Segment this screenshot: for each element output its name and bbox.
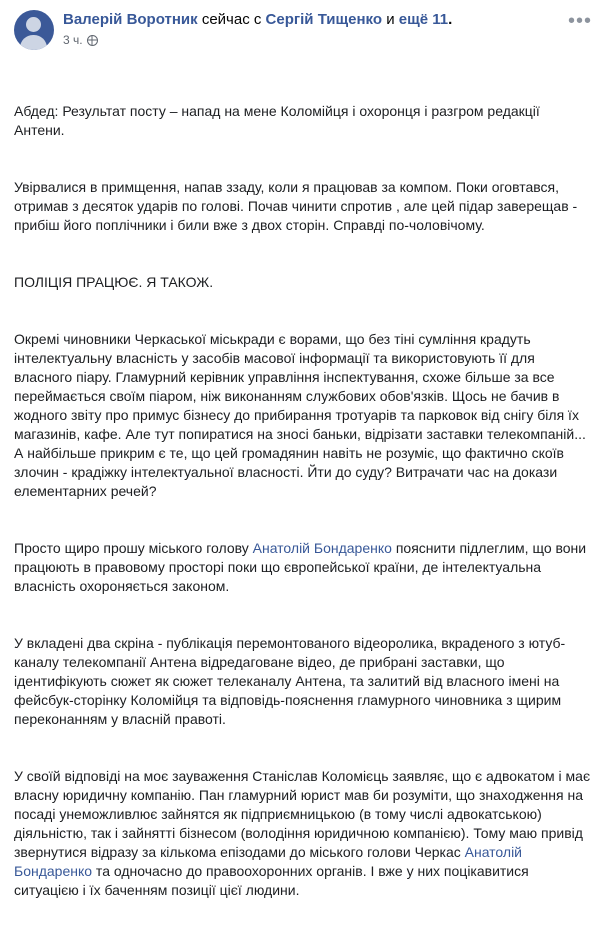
avatar-body-shape bbox=[20, 35, 47, 50]
author-link[interactable]: Валерій Воротник bbox=[63, 11, 198, 28]
post-paragraph-with-mention bbox=[14, 539, 594, 596]
others-count-link[interactable]: ещё 11 bbox=[398, 11, 449, 28]
post-paragraph: У вкладені два скріна - публікація перемонтованого відеоролика, вкраденого з ютуб-каналу телекомпанії Антена відредаговане відео, де прибрані заставки, що ідентифікують сюжет як сюжет телеканалу Антена, та залитий від власного імені на фейсбук-сторінку Коломійця та відповідь-пояснення гламурного чиновника з щирим переконанням у власній правоті. bbox=[14, 635, 566, 727]
paragraph-text-part: пояснити підлеглим, що вони працюють в правовому просторі поки що європейської країни, де інтелектуальна власність охороняється законом. bbox=[14, 540, 591, 594]
post-paragraph: Окремі чиновники Черкаської міськради є ворами, що без тіні сумління крадуть інтелектуальну власність у засобів масової інформації та використовують її для власного піару. Гламурний керівник управління інспектування, схоже більше за все переймається своїм піаром, ніж виконанням службових обов'язків. Щось не бачив в жодного звіту про примус бізнесу до прибирання тротуарів та парковок від снігу біля їх магазинів, кафе. Але тут попиратися на зносі баньки, відрізати заставки телекомпаній... А найбільше прикрим є те, що цей громадянин навіть не розуміє, що фактично скоїв злочин - крадіжку інтелектуальної власності. Йти до суду? Витрачати час на докази елементарних речей? bbox=[14, 331, 590, 499]
post-paragraph: Увірвалися в примщення, напав ззаду, коли я працював за компом. Поки оговтався, отримав з десяток ударів по голові. Почав чинити спротив , але цей підар заверещав - прибіш його поплічники і били вже з двох сторін. Справді по-чоловічому. bbox=[14, 179, 582, 233]
mention-link[interactable]: Анатолій Бондаренко bbox=[14, 844, 526, 879]
post-timestamp[interactable]: 3 ч. bbox=[63, 32, 83, 47]
paragraph-text-part: Просто щиро прошу міського голову bbox=[14, 540, 253, 556]
post-meta bbox=[63, 33, 452, 48]
avatar[interactable] bbox=[14, 10, 54, 50]
ellipsis-icon[interactable]: ••• bbox=[567, 10, 592, 32]
byline-period: . bbox=[448, 11, 453, 28]
post-paragraph-with-mention bbox=[14, 767, 594, 900]
paragraph-text-part: У своїй відповіді на моє зауваження Станіслав Коломієць заявляє, що є адвокатом і має власну юридичну компанію. Пан гламурний юрист мав би розуміти, що знаходження на посаді унеможливлює зайнятся як підприємницькою (в тому числі адвокатською) діяльністю, так і зайнятті бізнесом (володіння юридичною компанією). Тому маю привід звернутися відразу за кількома епізодами до міського голови Черкас bbox=[14, 768, 594, 860]
avatar-head-shape bbox=[26, 17, 41, 32]
post-body bbox=[14, 64, 594, 938]
mention-link[interactable]: Анатолій Бондаренко bbox=[252, 540, 392, 556]
tagged-person-link[interactable]: Сергій Тищенко bbox=[265, 11, 383, 28]
post-header-text bbox=[63, 10, 452, 48]
post-byline bbox=[63, 11, 452, 30]
paragraph-text-part: та одночасно до правоохоронних органів. І вже у них поцікавитися ситуацією і їх баченням позиції цієї людини. bbox=[14, 863, 533, 898]
byline-connector: сейчас с bbox=[201, 11, 262, 28]
post-paragraph: ПОЛІЦІЯ ПРАЦЮЄ. Я ТАКОЖ. bbox=[14, 274, 214, 290]
post-header bbox=[14, 10, 594, 50]
post-paragraph: Абдед: Результат посту – напад на мене Коломійця і охоронця і разгром редакції Антени. bbox=[14, 103, 544, 138]
globe-icon bbox=[87, 35, 98, 46]
byline-and: и bbox=[386, 11, 395, 28]
